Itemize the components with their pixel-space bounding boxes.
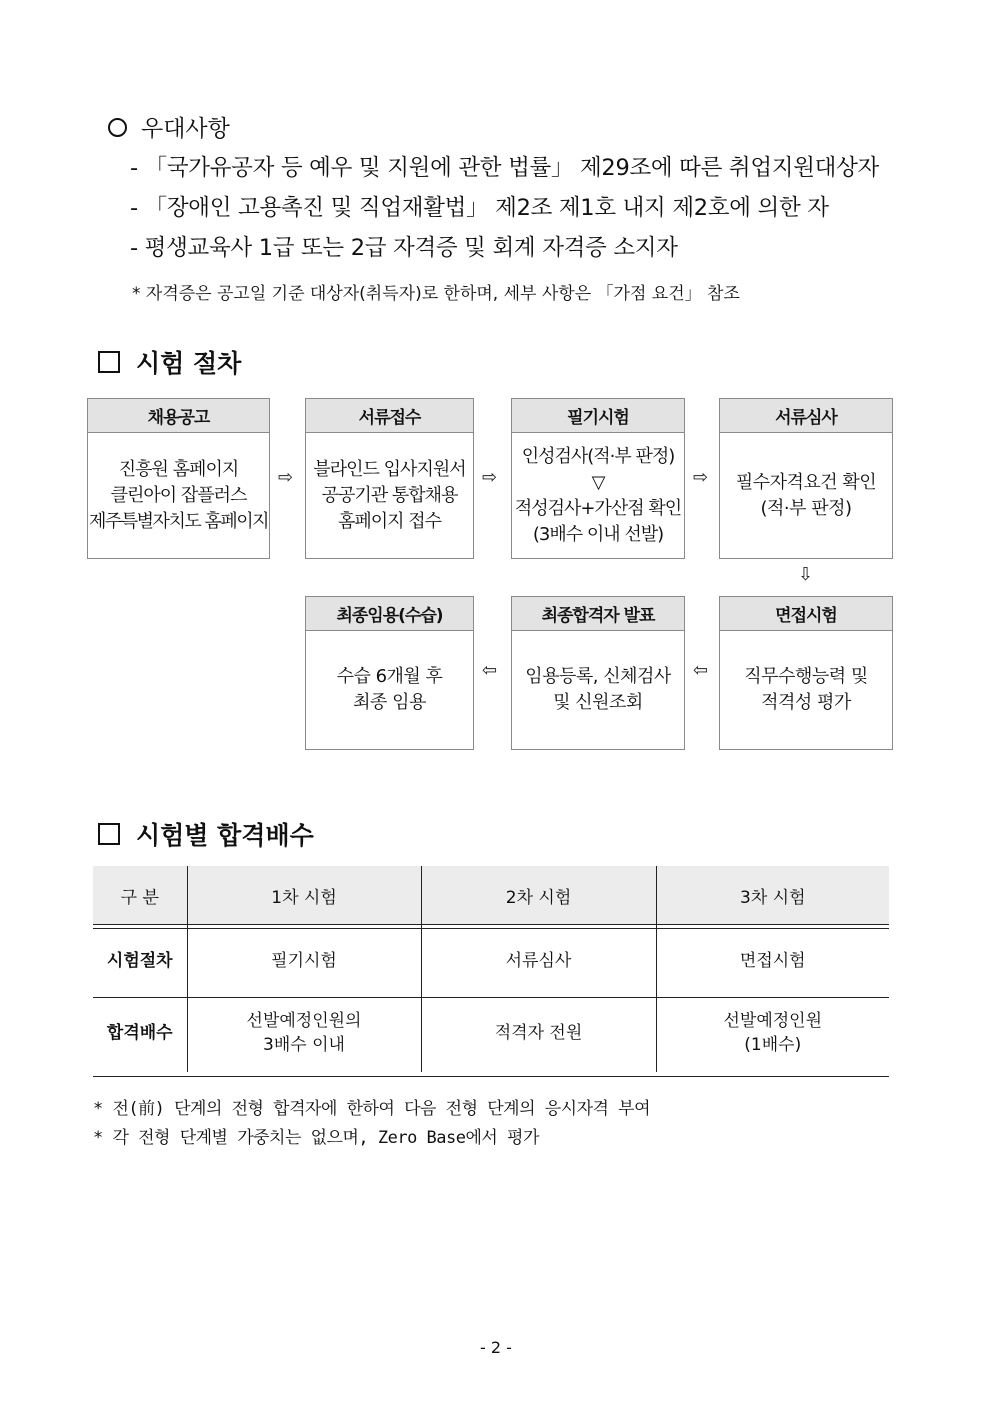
- arrow-left-icon: ⇦: [693, 660, 709, 681]
- table-cell-line: 적격자 전원: [494, 1022, 583, 1043]
- table-row-label: 합격배수: [106, 1022, 173, 1043]
- arrow-right-icon: ⇨: [278, 467, 294, 488]
- multiples-section-title: 시험별 합격배수: [98, 816, 314, 852]
- flow-step-line: 및 신원조회: [553, 692, 643, 713]
- table-cell: 서류심사: [421, 924, 656, 993]
- flow-step-line: 인성검사(적·부 판정): [521, 445, 675, 467]
- flow-step-line: 필수자격요건 확인: [735, 471, 877, 493]
- flow-step-line: 직무수행능력 및: [744, 666, 868, 687]
- table-row-rule: [93, 997, 889, 998]
- down-triangle-icon: ▽: [591, 471, 605, 493]
- flow-step-line: 홈페이지 접수: [337, 510, 442, 532]
- checkbox-square-icon: [98, 351, 120, 373]
- table-header-cell: 1차 시험: [187, 866, 421, 924]
- table-bottom-rule: [93, 1076, 889, 1077]
- flow-step-line: 수습 6개월 후: [336, 666, 443, 687]
- flow-step-line: 진흥원 홈페이지: [118, 458, 239, 480]
- table-cell-line: 선발예정인원의: [246, 1010, 362, 1031]
- flow-step-document-receipt: [305, 398, 474, 559]
- flow-step-line: 공공기관 통합채용: [321, 484, 458, 506]
- flow-step-final-appointment: [305, 596, 474, 750]
- flow-step-line: (적·부 판정): [760, 497, 852, 519]
- table-cell-line: (1배수): [744, 1034, 802, 1055]
- flow-step-title: 최종임용(수습): [306, 597, 473, 631]
- circle-bullet-icon: [108, 118, 127, 137]
- flow-step-interview: [719, 596, 893, 750]
- table-header-row: [93, 866, 889, 924]
- flow-step-title: 최종합격자 발표: [512, 597, 684, 631]
- checkbox-square-icon: [98, 823, 120, 845]
- flow-step-line: (3배수 이내 선발): [532, 523, 664, 545]
- table-header-cell: 구 분: [93, 866, 187, 924]
- procedure-section-title: 시험 절차: [98, 344, 241, 380]
- flow-step-title: 서류접수: [306, 399, 473, 433]
- pass-multiple-table: [93, 866, 889, 1072]
- flow-step-line: 임용등록, 신체검사: [525, 666, 671, 687]
- flow-step-document-review: [719, 398, 893, 559]
- preferential-heading: 우대사항: [108, 110, 230, 143]
- table-header-rule: [93, 928, 889, 929]
- table-row: [93, 993, 889, 1072]
- preferential-item: - 「장애인 고용촉진 및 직업재활법」 제2조 제1호 내지 제2호에 의한 자: [130, 195, 829, 221]
- flow-step-line: 제주특별자치도 홈페이지: [89, 510, 268, 532]
- table-cell-line: 3배수 이내: [263, 1034, 345, 1055]
- flow-step-title: 필기시험: [512, 399, 684, 433]
- page-number: - 2 -: [480, 1338, 512, 1357]
- flow-step-final-announcement: [511, 596, 685, 750]
- flow-step-line: 최종 임용: [353, 692, 426, 713]
- arrow-down-icon: ⇩: [798, 564, 814, 585]
- table-cell: [187, 993, 421, 1072]
- table-header-rule: [93, 924, 889, 925]
- table-header-cell: 2차 시험: [421, 866, 656, 924]
- flow-step-title: 면접시험: [720, 597, 892, 631]
- flow-step-title: 서류심사: [720, 399, 892, 433]
- table-cell: [656, 993, 889, 1072]
- flow-step-title: 채용공고: [88, 399, 269, 433]
- table-note: * 전(前) 단계의 전형 합격자에 한하여 다음 전형 단계의 응시자격 부여: [93, 1099, 651, 1119]
- preferential-item: - 「국가유공자 등 예우 및 지원에 관한 법률」 제29조에 따른 취업지원대상자: [130, 155, 879, 181]
- flow-step-line: 적성검사+가산점 확인: [514, 497, 682, 519]
- flow-step-written-exam: [511, 398, 685, 559]
- arrow-left-icon: ⇦: [482, 660, 498, 681]
- flow-step-line: 블라인드 입사지원서: [313, 458, 466, 480]
- flow-step-recruit-notice: [87, 398, 270, 559]
- preferential-item: - 평생교육사 1급 또는 2급 자격증 및 회계 자격증 소지자: [130, 235, 678, 261]
- preferential-note: * 자격증은 공고일 기준 대상자(취득자)로 한하며, 세부 사항은 「가점 요건」 참조: [132, 284, 740, 304]
- table-cell-line: 선발예정인원: [723, 1010, 823, 1031]
- arrow-right-icon: ⇨: [693, 467, 709, 488]
- table-note: * 각 전형 단계별 가중치는 없으며, Zero Base에서 평가: [93, 1128, 539, 1148]
- table-cell: 면접시험: [656, 924, 889, 993]
- table-row-label: 시험절차: [106, 951, 173, 971]
- flow-step-line: 클린아이 잡플러스: [110, 484, 247, 506]
- table-header-cell: 3차 시험: [656, 866, 889, 924]
- table-row: [93, 924, 889, 993]
- arrow-right-icon: ⇨: [482, 467, 498, 488]
- table-cell: [421, 993, 656, 1072]
- flow-step-line: 적격성 평가: [761, 692, 851, 713]
- table-cell: 필기시험: [187, 924, 421, 993]
